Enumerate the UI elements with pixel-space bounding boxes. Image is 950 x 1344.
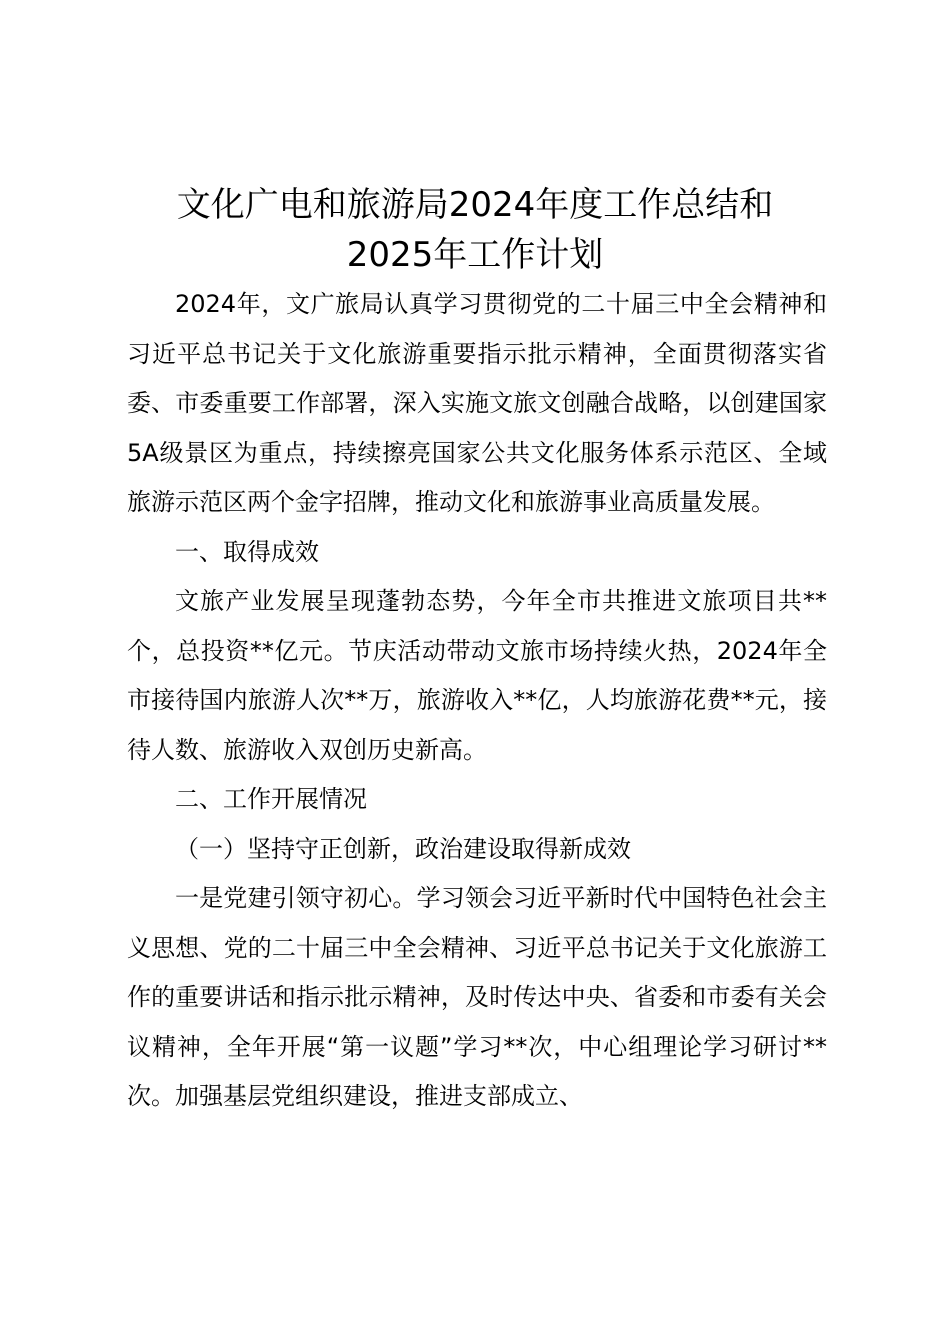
section-heading-results: 一、取得成效 — [175, 537, 319, 566]
subsection-heading-1: （一）坚持守正创新，政治建设取得新成效 — [175, 834, 631, 863]
section-heading-work: 二、工作开展情况 — [175, 785, 367, 813]
document-title-line-1: 文化广电和旅游局2024年度工作总结和 — [176, 185, 774, 225]
party-building-paragraph: 一是党建引领守初心。学习领会习近平新时代中国特色社会主义思想、党的二十届三中全会精神、习近平总书记关于文化旅游工作的重要讲话和指示批示精神，及时传达中央、省委和市委有关会议精神，全年开展“第一议题”学习**次，中心组理论学习研讨**次。加强基层党组织建设，推进支部成立、 — [127, 884, 827, 1110]
intro-paragraph: 2024年，文广旅局认真学习贯彻党的二十届三中全会精神和习近平总书记关于文化旅游重要指示批示精神，全面贯彻落实省委、市委重要工作部署，深入实施文旅文创融合战略，以创建国家5A级景区为重点，持续擦亮国家公共文化服务体系示范区、全域旅游示范区两个金字招牌，推动文化和旅游事业高质量发展。 — [127, 290, 827, 516]
document-title-line-2: 2025年工作计划 — [346, 235, 604, 275]
document-body — [127, 280, 827, 1122]
results-paragraph: 文旅产业发展呈现蓬勃态势，今年全市共推进文旅项目共**个，总投资**亿元。节庆活动带动文旅市场持续火热，2024年全市接待国内旅游人次**万，旅游收入**亿，人均旅游花费**元，接待人数、旅游收入双创历史新高。 — [127, 587, 827, 764]
